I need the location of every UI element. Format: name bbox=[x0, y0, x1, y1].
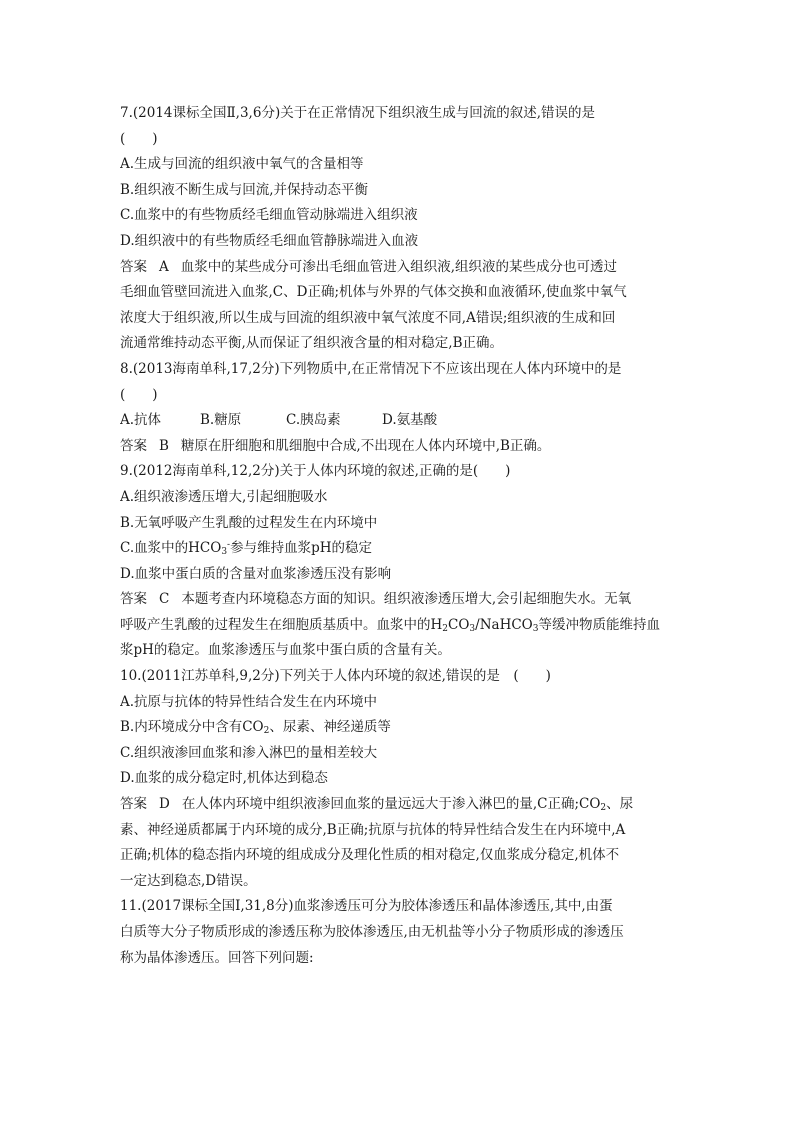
answer-label: 答案 bbox=[120, 258, 147, 275]
q10-explanation-line: 素、神经递质都属于内环境的成分,B正确;抗原与抗体的特异性结合发生在内环境中,A bbox=[120, 821, 626, 838]
answer-key: D bbox=[159, 796, 170, 813]
explanation-text: 血浆中的某些成分可渗出毛细血管进入组织液,组织液的某些成分也可透过 bbox=[180, 258, 618, 275]
q9-answer-line bbox=[120, 587, 680, 613]
q8-options-row bbox=[120, 408, 680, 434]
q9-explanation-line: 浆pH的稳定。血浆渗透压与血浆中蛋白质的含量有关。 bbox=[120, 642, 451, 659]
q9-stem: 9.(2012海南单科,12,2分)关于人体内环境的叙述,正确的是( ) bbox=[120, 463, 511, 480]
text: 参与维持血浆pH的稳定 bbox=[230, 540, 373, 557]
q11-stem-line: 称为晶体渗透压。回答下列问题: bbox=[120, 949, 314, 966]
subscript: 2 bbox=[442, 623, 449, 634]
text: /NaHCO bbox=[475, 616, 533, 633]
q9-explanation-line bbox=[120, 613, 680, 639]
answer-label: 答案 bbox=[120, 591, 147, 608]
answer-key: A bbox=[159, 258, 169, 275]
q8-option-a: A.抗体 bbox=[120, 412, 162, 429]
explanation-text: 在人体内环境中组织液渗回血浆的量远远大于渗入淋巴的量,C正确;CO bbox=[181, 796, 601, 813]
q7-explanation-line: 毛细血管壁回流进入血浆,C、D正确;机体与外界的气体交换和血液循环,使血浆中氧气 bbox=[120, 284, 627, 301]
subscript: 3 bbox=[469, 623, 476, 634]
answer-label: 答案 bbox=[120, 437, 147, 454]
q7-option-b: B.组织液不断生成与回流,并保持动态平衡 bbox=[120, 181, 369, 198]
explanation-text: 本题考查内环境稳态方面的知识。组织液渗透压增大,会引起细胞失水。无氧 bbox=[181, 591, 632, 608]
q7-option-c: C.血浆中的有些物质经毛细血管动脉端进入组织液 bbox=[120, 207, 418, 224]
subscript: 2 bbox=[263, 726, 270, 737]
subscript: 3 bbox=[221, 547, 228, 558]
q10-answer-line bbox=[120, 792, 680, 818]
explanation-text: 糖原在肝细胞和肌细胞中合成,不出现在人体内环境中,B正确。 bbox=[180, 437, 551, 454]
q8-answer-paren: ( ) bbox=[120, 386, 158, 403]
question-content bbox=[120, 101, 680, 971]
q10-explanation-line: 正确;机体的稳态指内环境的组成成分及理化性质的相对稳定,仅血浆成分稳定,机体不 bbox=[120, 847, 620, 864]
q7-answer-paren: ( ) bbox=[120, 130, 158, 147]
q10-option-b bbox=[120, 715, 680, 741]
explanation-text: 、尿 bbox=[606, 796, 634, 813]
q7-stem: 7.(2014课标全国Ⅱ,3,6分)关于在正常情况下组织液生成与回流的叙述,错误的是 bbox=[120, 105, 595, 121]
q10-option-d: D.血浆的成分稳定时,机体达到稳态 bbox=[120, 770, 328, 787]
superscript: - bbox=[227, 540, 231, 551]
answer-label: 答案 bbox=[120, 796, 147, 813]
q10-explanation-line: 一定达到稳态,D错误。 bbox=[120, 872, 257, 889]
q10-option-c: C.组织液渗回血浆和渗入淋巴的量相差较大 bbox=[120, 744, 378, 761]
q8-stem: 8.(2013海南单科,17,2分)下列物质中,在正常情况下不应该出现在人体内环境中的是 bbox=[120, 360, 622, 377]
q9-option-d: D.血浆中蛋白质的含量对血浆渗透压没有影响 bbox=[120, 565, 392, 582]
q11-stem-line: 11.(2017课标全国Ⅰ,31,8分)血浆渗透压可分为胶体渗透压和晶体渗透压,其中,由蛋 bbox=[120, 898, 613, 915]
q11-stem-line: 白质等大分子物质形成的渗透压称为胶体渗透压,由无机盐等小分子物质形成的渗透压 bbox=[120, 924, 624, 940]
text: 呼吸产生乳酸的过程发生在细胞质基质中。血浆中的H bbox=[120, 616, 443, 633]
q8-option-c: C.胰岛素 bbox=[286, 412, 341, 429]
q7-option-d: D.组织液中的有些物质经毛细血管静脉端进入血液 bbox=[120, 232, 419, 249]
q7-answer-line bbox=[120, 255, 680, 281]
q7-explanation-line: 流通常维持动态平衡,从而保证了组织液含量的相对稳定,B正确。 bbox=[120, 335, 504, 352]
q9-option-b: B.无氧呼吸产生乳酸的过程发生在内环境中 bbox=[120, 514, 378, 531]
q8-answer-line bbox=[120, 434, 680, 460]
q8-option-b: B.糖原 bbox=[200, 412, 242, 429]
q10-stem: 10.(2011江苏单科,9,2分)下列关于人体内环境的叙述,错误的是 ( ) bbox=[120, 668, 551, 685]
subscript: 3 bbox=[532, 623, 539, 634]
text: 、尿素、神经递质等 bbox=[269, 719, 391, 736]
q7-option-a: A.生成与回流的组织液中氧气的含量相等 bbox=[120, 156, 364, 173]
q8-option-d: D.氨基酸 bbox=[382, 412, 438, 429]
q7-explanation-line: 浓度大于组织液,所以生成与回流的组织液中氧气浓度不同,A错误;组织液的生成和回 bbox=[120, 309, 616, 326]
q9-option-c bbox=[120, 536, 680, 562]
q9-option-a: A.组织液渗透压增大,引起细胞吸水 bbox=[120, 488, 328, 505]
text: CO bbox=[448, 616, 470, 633]
q10-option-a: A.抗原与抗体的特异性结合发生在内环境中 bbox=[120, 693, 378, 710]
subscript: 2 bbox=[600, 803, 607, 814]
text: B.内环境成分中含有CO bbox=[120, 719, 264, 736]
text: 等缓冲物质能维持血 bbox=[538, 616, 660, 633]
text: C.血浆中的HCO bbox=[120, 540, 222, 557]
answer-key: C bbox=[159, 591, 170, 608]
answer-key: B bbox=[159, 437, 169, 454]
